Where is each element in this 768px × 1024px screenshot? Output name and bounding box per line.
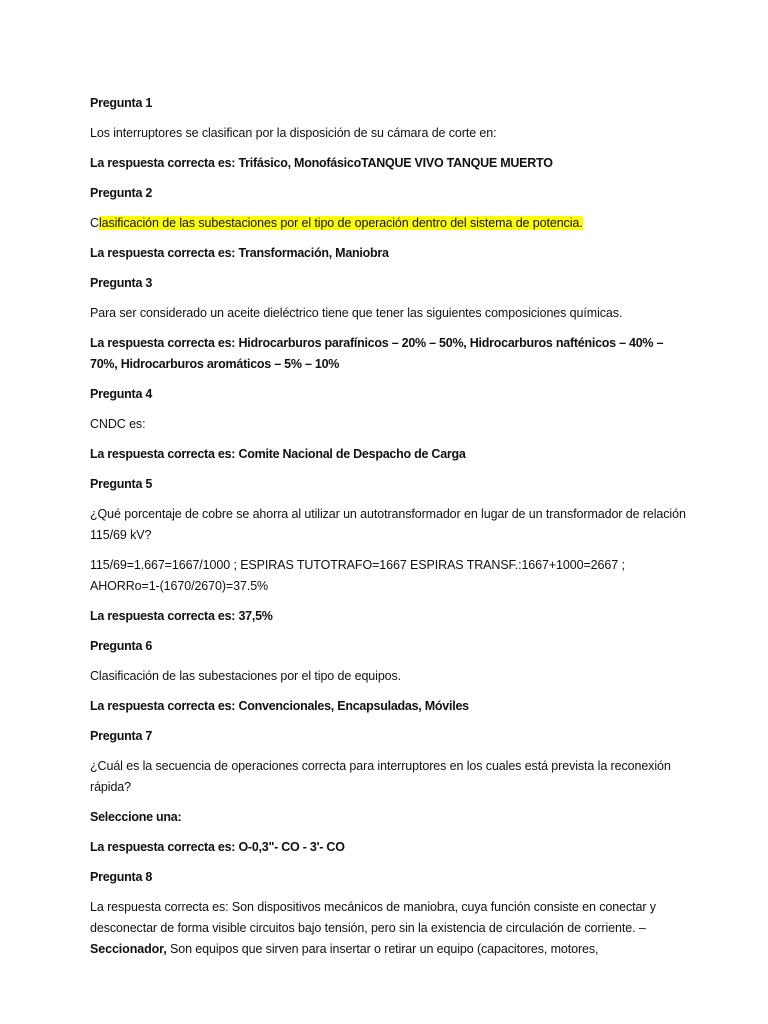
question-2-first-letter: C (90, 216, 99, 230)
question-4-text: CNDC es: (90, 417, 146, 431)
question-2-highlighted-text: lasificación de las subestaciones por el tipo de operación dentro del sistema de potencia. (98, 216, 583, 230)
question-6-answer: La respuesta correcta es: Convencionales, Encapsuladas, Móviles (90, 699, 469, 713)
question-7-prompt: Seleccione una: (90, 810, 182, 824)
document-body (90, 93, 690, 969)
question-7-text: ¿Cuál es la secuencia de operaciones correcta para interruptores en los cuales está prevista la reconexión rápida? (90, 759, 671, 794)
question-5-answer: La respuesta correcta es: 37,5% (90, 609, 273, 623)
question-5-working-line-1: 115/69=1.667=1667/1000 ; ESPIRAS TUTOTRAFO=1667 ESPIRAS TRANSF.:1667+1000=2667 ; (90, 558, 625, 572)
question-8-answer (90, 897, 690, 960)
question-5-working-line-2: AHORRo=1-(1670/2670)=37.5% (90, 579, 269, 593)
question-8-answer-part-1: La respuesta correcta es: Son dispositivos mecánicos de maniobra, cuya función consiste en conectar y desconectar de forma visible circuitos bajo tensión, pero sin la existencia de circulación de corriente. – (90, 900, 656, 935)
question-4-heading: Pregunta 4 (90, 387, 153, 401)
question-5-heading: Pregunta 5 (90, 477, 153, 491)
question-7-answer: La respuesta correcta es: O-0,3"- CO - 3'- CO (90, 840, 345, 854)
question-3-heading: Pregunta 3 (90, 276, 153, 290)
question-8-answer-part-2: Son equipos que sirven para insertar o retirar un equipo (capacitores, motores, (166, 942, 599, 956)
question-8-heading: Pregunta 8 (90, 870, 153, 884)
question-1-text: Los interruptores se clasifican por la disposición de su cámara de corte en: (90, 126, 497, 140)
question-6-heading: Pregunta 6 (90, 639, 153, 653)
question-5-working (90, 555, 690, 597)
question-4-answer: La respuesta correcta es: Comite Nacional de Despacho de Carga (90, 447, 466, 461)
question-1-heading: Pregunta 1 (90, 96, 153, 110)
question-7-heading: Pregunta 7 (90, 729, 153, 743)
question-2-answer: La respuesta correcta es: Transformación, Maniobra (90, 246, 389, 260)
question-5-text: ¿Qué porcentaje de cobre se ahorra al utilizar un autotransformador en lugar de un transformador de relación 115/69 kV? (90, 507, 686, 542)
question-2-text (90, 213, 690, 234)
question-8-answer-bold-term: Seccionador, (90, 942, 167, 956)
question-1-answer: La respuesta correcta es: Trifásico, MonofásicoTANQUE VIVO TANQUE MUERTO (90, 156, 553, 170)
question-6-text: Clasificación de las subestaciones por el tipo de equipos. (90, 669, 402, 683)
question-2-heading: Pregunta 2 (90, 186, 153, 200)
question-3-text: Para ser considerado un aceite dieléctrico tiene que tener las siguientes composiciones químicas. (90, 306, 623, 320)
question-3-answer: La respuesta correcta es: Hidrocarburos parafínicos – 20% – 50%, Hidrocarburos nafténicos – 40% – 70%, Hidrocarburos aromáticos – 5% – 10% (90, 336, 664, 371)
